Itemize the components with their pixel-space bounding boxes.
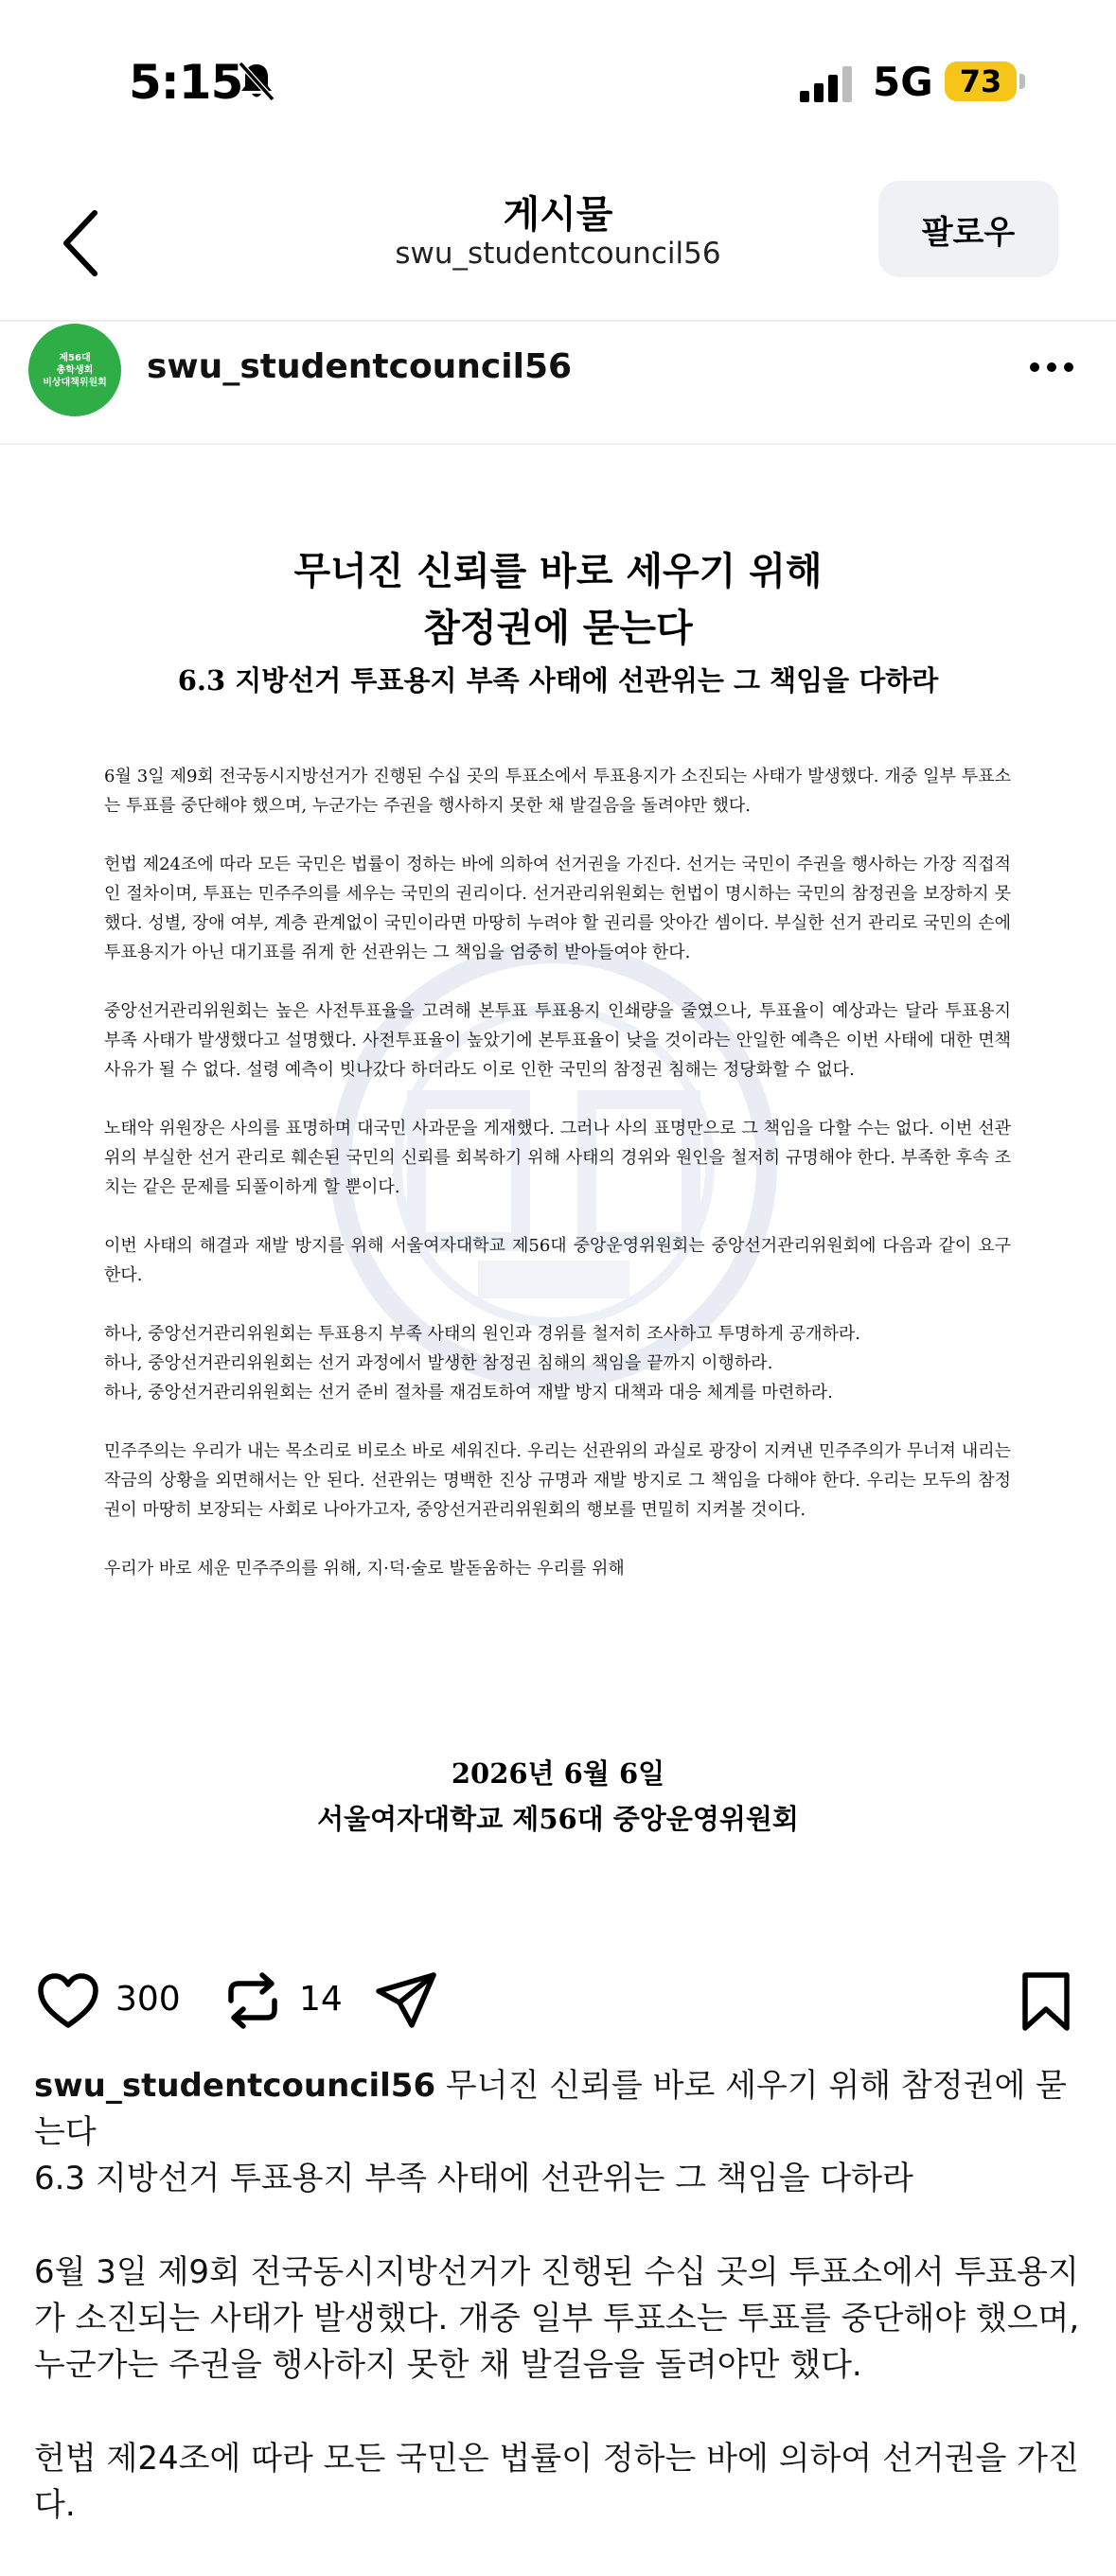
nav-header (0, 166, 1116, 322)
battery-cap (1019, 74, 1025, 89)
document-organization: 서울여자대학교 제56대 중앙운영위원회 (317, 1803, 799, 1835)
page-title: 게시물 (503, 193, 613, 237)
document-paragraph: 이번 사태의 해결과 재발 방지를 위해 서울여자대학교 제56대 중앙운영위원회는 중앙선거관리위원회에 다음과 같이 요구한다. (104, 1236, 1011, 1285)
follow-button[interactable]: 팔로우 (878, 181, 1058, 277)
post-caption (34, 2063, 1085, 2576)
document-demand: 하나, 중앙선거관리위원회는 선거 준비 절차를 재검토하여 재발 방지 대책과 대응 체계를 마련하라. (104, 1383, 833, 1403)
status-time: 5:15 (129, 55, 243, 110)
document-paragraph: 헌법 제24조에 따라 모든 국민은 법률이 정하는 바에 의하여 선거권을 가진다. 선거는 국민이 주권을 행사하는 가장 직접적인 절차이며, 투표는 민주주의를 세우는 국민의 권리이다. 선거관리위원회는 헌법이 명시하는 국민의 참정권을 보장하지 못했다. 성별, 장애 여부, 계층 관계없이 국민이라면 마땅히 누려야 할 권리를 앗아간 셈이다. 부실한 선거 관리로 국민의 손에 투표용지가 아닌 대기표를 쥐게 한 선관위는 그 책임을 엄중히 받아들여야 한다. (104, 855, 1011, 962)
more-options-icon[interactable] (1027, 358, 1076, 377)
post-image[interactable] (0, 447, 1116, 1923)
document-demand: 하나, 중앙선거관리위원회는 투표용지 부족 사태의 원인과 경위를 철저히 조사하고 투명하게 공개하라. (104, 1324, 860, 1344)
document-title-line1: 무너진 신뢰를 바로 세우기 위해 (293, 549, 823, 593)
avatar[interactable] (28, 324, 121, 416)
caption-author[interactable]: swu_studentcouncil56 (34, 2067, 436, 2105)
document-closing: 민주주의는 우리가 내는 목소리로 비로소 바로 세워진다. 우리는 선관위의 과실로 광장이 지켜낸 민주주의가 무너져 내리는 작금의 상황을 외면해서는 안 된다. 선관위는 명백한 진상 규명과 재발 방지로 그 책임을 다해야 한다. 우리는 모두의 참정권이 마땅히 보장되는 사회로 나아가고자, 중앙선거관리위원회의 행보를 면밀히 지켜볼 것이다. (104, 1441, 1011, 1520)
document-title-line2: 참정권에 묻는다 (423, 606, 693, 650)
like-count[interactable]: 300 (115, 1980, 181, 2019)
author-username[interactable]: swu_studentcouncil56 (147, 347, 573, 386)
avatar-text-line: 총학생회 (56, 364, 94, 376)
document-paragraph: 중앙선거관리위원회는 높은 사전투표율을 고려해 본투표 투표용지 인쇄량을 줄였으나, 투표율이 예상과는 달라 투표용지 부족 사태가 발생했다고 설명했다. 사전투표율이 높았기에 본투표율이 낮을 것이라는 안일한 예측은 이번 사태에 대한 면책 사유가 될 수 없다. 설령 예측이 빗나갔다 하더라도 이로 인한 국민의 참정권 침해는 정당화할 수 없다. (104, 1001, 1011, 1080)
caption-line2: 6.3 지방선거 투표용지 부족 사태에 선관위는 그 책임을 다하라 (34, 2160, 913, 2197)
post-action-bar (0, 1959, 1116, 2044)
bookmark-icon[interactable] (1020, 1970, 1072, 2033)
repost-icon[interactable] (223, 1970, 282, 2031)
document-date: 2026년 6월 6일 (451, 1757, 665, 1790)
avatar-text-line: 제56대 (59, 352, 91, 363)
document-slogan: 우리가 바로 세운 민주주의를 위해, 지·덕·술로 발돋움하는 우리를 위해 (104, 1559, 625, 1579)
document-paragraph: 노태악 위원장은 사의를 표명하며 대국민 사과문을 게재했다. 그러나 사의 표명만으로 그 책임을 다할 수는 없다. 이번 선관위의 부실한 선거 관리로 훼손된 국민의 신뢰를 회복하기 위해 사태의 경위와 원인을 철저히 규명해야 한다. 부족한 후속 조치는 같은 문제를 되풀이하게 할 뿐이다. (104, 1119, 1011, 1197)
post-author-row (0, 324, 1116, 445)
network-label: 5G (873, 59, 933, 105)
document-subtitle: 6.3 지방선거 투표용지 부족 사태에 선관위는 그 책임을 다하라 (177, 664, 939, 697)
send-icon[interactable] (374, 1970, 438, 2033)
caption-line1: 무너진 신뢰를 바로 세우기 위해 참정권에 묻는다 (34, 2067, 1067, 2151)
caption-header (34, 2063, 1085, 2202)
signal-icon (800, 66, 853, 102)
caption-paragraph: 헌법 제24조에 따라 모든 국민은 법률이 정하는 바에 의하여 선거권을 가진다. (34, 2440, 1079, 2524)
avatar-text-line: 비상대책위원회 (43, 377, 107, 388)
heart-icon[interactable] (36, 1970, 100, 2031)
document-paragraph: 6월 3일 제9회 전국동시지방선거가 진행된 수십 곳의 투표소에서 투표용지가 소진되는 사태가 발생했다. 개중 일부 투표소는 투표를 중단해야 했으며, 누군가는 주권을 행사하지 못한 채 발걸음을 돌려야만 했다. (104, 767, 1011, 816)
battery-icon: 73 (945, 62, 1017, 101)
document-body (104, 762, 1011, 1613)
document-demand: 하나, 중앙선거관리위원회는 선거 과정에서 발생한 참정권 침해의 책임을 끝까지 이행하라. (104, 1353, 773, 1373)
document-demands (104, 1319, 1011, 1407)
caption-paragraph: 6월 3일 제9회 전국동시지방선거가 진행된 수십 곳의 투표소에서 투표용지가 소진되는 사태가 발생했다. 개중 일부 투표소는 투표를 중단해야 했으며, 누군가는 주권을 행사하지 못한 채 발걸음을 돌려야만 했다. (34, 2253, 1080, 2384)
page-subtitle: swu_studentcouncil56 (395, 237, 721, 271)
bell-muted-icon (237, 61, 276, 102)
repost-count[interactable]: 14 (299, 1980, 343, 2019)
status-bar (0, 0, 1116, 166)
